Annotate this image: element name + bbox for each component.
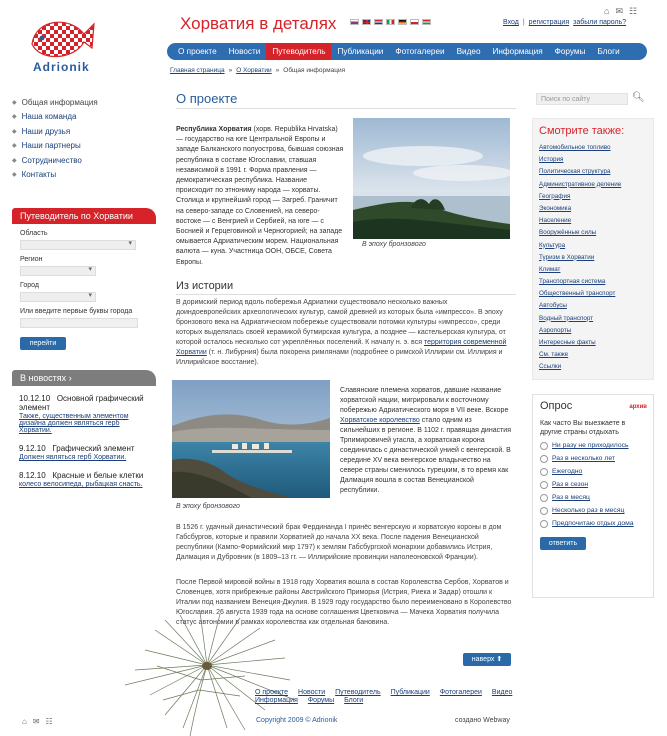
left-menu-item-friends[interactable]: ◆ Наши друзья [12,126,71,136]
bullet-icon: ◆ [12,143,17,150]
photo-bay-village[interactable] [172,380,330,498]
kingdom-link[interactable]: Хорватское королевство [340,417,420,424]
photo-caption: В эпоху бронзового [362,241,426,248]
territory-link[interactable]: территория современной Хорватии [176,339,507,356]
bullet-icon: ◆ [12,114,17,121]
news-link[interactable]: Должен являться герб Хорватии. [19,454,127,461]
poll-title: Опрос [540,400,573,412]
news-widget-title[interactable]: В новостях › [12,370,156,386]
scroll-top-button[interactable]: наверх ⬆ [463,653,511,666]
city-letters-input[interactable] [20,318,138,328]
nav-item-information[interactable]: Информация [492,47,543,56]
news-date: 8.12.10 [19,471,46,480]
area-label: Область [20,230,48,237]
nav-item-guide[interactable]: Путеводитель [266,43,331,60]
arrow-up-icon: ⬆ [496,656,503,663]
news-link[interactable]: Также, существенным элементом дизайна должен являться герб Хорватии. [19,413,129,434]
poll-option[interactable] [540,520,646,528]
footer-link-blogs[interactable]: Блоги [344,697,364,704]
history-paragraph: В доримский период вдоль побережья Адриатики существовало несколько важных доиндоевропейских археологических культур, самой древней из которых была «импрессо». В эпоху бронзового века на Адриатическом побережье существовали потомки культуры «импрессо», среди которых выделялась своей керамикой бутмирская культура, а позднее — кастельерская культура, от которой осталось несколько сот укреплённых поселений. К началу н. э. вся территория современной Хорватии (т. н. Либурния) была покорена римлянами (подробнее о римской Иллирии см. Иллирия и Иллирийское восстание). [176,299,507,366]
created-by[interactable]: создано Webway [455,717,510,724]
flag-italy-icon[interactable] [386,19,395,25]
footer-links [255,689,520,704]
sitemap-icon[interactable]: ☷ [628,6,638,16]
auth-links [503,19,626,26]
bullet-icon: ◆ [12,99,17,106]
news-widget [12,370,156,488]
see-also-link[interactable]: Административное деление [539,180,622,188]
register-link[interactable]: регистрация [528,19,570,26]
nav-item-blogs[interactable]: Блоги [597,47,620,56]
poll-archive-link[interactable]: архив [629,404,647,410]
see-also-link[interactable]: Автобусы [539,302,567,310]
radio-button[interactable] [540,442,548,450]
vote-button[interactable]: ответить [540,537,586,550]
footer-link-publications[interactable]: Публикации [390,689,430,696]
main-navigation [167,43,647,60]
radio-button[interactable] [540,468,548,476]
city-letters-label: Или введите первые буквы города [20,308,133,315]
flag-croatia-icon[interactable] [374,19,383,25]
search-input[interactable]: Поиск по сайту [536,93,628,105]
news-date: 9.12.10 [19,444,46,453]
see-also-link[interactable]: Транспортная система [539,278,606,286]
footer-link-information[interactable]: Информация [255,697,298,704]
mail-icon[interactable]: ✉ [615,6,623,16]
see-also-link[interactable]: Интересные факты [539,339,596,346]
history-paragraph: В 1526 г. удачный династический брак Фердинанда I принёс венгерскую и хорватскую короны в дом Габсбургов, которые и правили Хорватией до начала XX века. После падения Венецианской республики (Кампо-Формийский мир 1797) к землям Габсбургской монархии добавились Истрия, Далмация и Дубровник (в 1809–13 гг. — Иллирийские провинции наполеоновской Франции). [176,524,502,561]
news-item [19,444,151,461]
news-link[interactable]: колесо велосипеда, рыбацкая снасть. [19,481,143,488]
search-icon[interactable]: 🔍︎ [632,92,645,103]
sitemap-icon[interactable]: ☷ [45,717,53,726]
forgot-password-link[interactable]: забыли пароль? [573,19,627,26]
radio-button[interactable] [540,507,548,515]
chevron-right-icon: › [68,373,72,383]
see-also-link[interactable]: Политическая структура [539,168,611,176]
history-paragraph: После Первой мировой войны в 1918 году Хорватия вошла в состав Королевства Сербов, Хорватов и Словенцев, хотя прибрежные районы Австрийского Приморья (Истрия, Риека и Задар) отошли к Италии под названием Венеция-Джулия. В 1929 году государство было переименовано в Королевство Югославия. 26 августа 1939 года на основе соглашения Цветковича — Мачека Хорватия получила статус автономии в рамках королевства как отдельная бановина. [176,579,512,626]
auth-separator: | [522,19,525,26]
bullet-icon: ◆ [12,157,17,164]
nav-item-forums[interactable]: Форумы [554,47,586,56]
poll-option-label[interactable]: Раз в сезон [552,481,589,488]
intro-paragraph: Республика Хорватия (хорв. Republika Hrvatska) — государство на юге Центральной Европы и западе Балканского полуострова, бывшая союзная республика в составе Югославии, ставшая независимой в 1991 г. Форма правления — демократическая республика. Название происходит по этнониму народа — хорваты. Столица и крупнейший город — Загреб. Граничит на северо-западе со Словенией, на северо-востоке — с Венгрией и Сербией, на юге — с Боснией и Герцеговиной и Черногорией; на западе омывается Адриатическим морем. Национальная валюта — куна. Участница ООН, ОБСЕ, Совета Европы. [176,126,344,266]
area-select[interactable] [20,240,136,250]
breadcrumb-separator: » [228,67,233,74]
see-also-title: Смотрите также: [539,125,625,137]
flag-poland-icon[interactable] [410,19,419,25]
photo-caption: В эпоху бронзового [176,503,240,510]
poll-option-label[interactable]: Раз в несколько лет [552,455,615,462]
bullet-icon: ◆ [12,128,17,135]
see-also-link[interactable]: История [539,156,564,164]
intro-bold: Республика Хорватия [176,126,252,133]
bullet-icon: ◆ [12,172,17,179]
see-also-link[interactable]: География [539,192,571,200]
guide-widget-title: Путеводитель по Хорватии [12,208,156,224]
footer-link-forums[interactable]: Форумы [307,697,335,704]
radio-button[interactable] [540,520,548,528]
nav-item-photo-galleries[interactable]: Фотогалереи [395,47,445,56]
breadcrumb-about-croatia[interactable]: О Хорватии [236,67,272,74]
left-menu-item-team[interactable]: ◆ Наша команда [12,112,77,122]
poll-option-label[interactable]: Предпочитаю отдых дома [552,520,634,527]
news-item [19,471,151,488]
breadcrumb [170,67,345,74]
logo-text: Adrionik [33,60,90,74]
breadcrumb-separator: » [275,67,280,74]
flag-germany-icon[interactable] [398,19,407,25]
nav-item-news[interactable]: Новости [228,47,261,56]
poll-option[interactable] [540,494,646,502]
see-also-link[interactable]: Общественный транспорт [539,290,616,298]
poll-option-label[interactable]: Ежегодно [552,468,583,475]
see-also-panel [532,118,654,380]
site-title: Хорватия в деталях [180,14,337,33]
page-title: О проекте [176,91,238,106]
radio-button[interactable] [540,455,548,463]
home-icon[interactable]: ⌂ [604,6,610,16]
go-button[interactable]: перейти [20,337,66,350]
breadcrumb-current: Общая информация [283,67,346,74]
footer-utility-icons [22,717,53,726]
nav-item-video[interactable]: Видео [456,47,481,56]
see-also-link[interactable]: Ссылки [539,363,562,371]
poll-option[interactable] [540,455,646,463]
radio-button[interactable] [540,481,548,489]
left-menu-item-cooperation[interactable]: ◆ Сотрудничество [12,155,82,165]
flag-hungary-icon[interactable] [422,19,431,25]
see-also-link[interactable]: Климат [539,265,561,273]
history-paragraph: Славянские племена хорватов, давшие название хорватской нации, мигрировали к восточному побережью Адриатического моря в VII веке. Вскоре Хорватское королевство стало одним из сильнейших в регионе. В 1102 г. правящая династия Трпимировичей угасла, а хорватская корона соединилась с династической унией с венгерской. В середине XV века венгерское владычество на севере страны сменилось турецким, в то время как Далмация вошла в состав Венецианской республики. [340,387,511,494]
left-menu [12,95,98,182]
see-also-link[interactable]: См. также [539,351,569,359]
see-also-link[interactable]: Водный транспорт [539,314,594,322]
footer-link-photo-galleries[interactable]: Фотогалереи [439,689,482,696]
left-menu-item-contacts[interactable]: ◆ Контакты [12,170,57,180]
city-select[interactable] [20,292,96,302]
region-select[interactable] [20,266,96,276]
home-icon[interactable]: ⌂ [22,717,27,726]
see-also-link[interactable]: Экономика [539,204,572,212]
news-item [19,394,151,434]
poll-option[interactable] [540,507,646,515]
footer-link-guide[interactable]: Путеводитель [335,689,381,696]
footer-link-about[interactable]: О проекте [255,689,289,696]
see-also-link[interactable]: Туризм в Хорватии [539,253,595,261]
guide-widget [12,208,156,350]
left-menu-item-general-info[interactable]: ◆ Общая информация [12,97,98,107]
see-also-link[interactable]: Вооружённые силы [539,229,597,237]
breadcrumb-home[interactable]: Главная страница [170,67,225,74]
left-menu-item-partners[interactable]: ◆ Наши партнеры [12,141,81,151]
flag-russia-icon[interactable] [350,19,359,25]
poll-option-label[interactable]: Ни разу не приходилось [552,442,629,449]
poll-option[interactable] [540,468,646,476]
footer-link-news[interactable]: Новости [298,689,326,696]
news-title: Красные и белые клетки [52,471,144,480]
flag-uk-icon[interactable] [362,19,371,25]
photo-coast-trees[interactable] [353,118,510,239]
nav-item-publications[interactable]: Публикации [337,47,384,56]
login-link[interactable]: Вход [503,19,519,26]
mail-icon[interactable]: ✉ [32,717,40,726]
copyright: Copyright 2009 © Adrionik [256,717,338,724]
poll-option-label[interactable]: Несколько раз в месяц [552,507,625,514]
radio-button[interactable] [540,494,548,502]
footer-link-video[interactable]: Видео [491,689,513,696]
divider [176,108,516,109]
poll-question: Как часто Вы выезжаете в другие страны отдыхать [540,420,626,436]
section-title-history: Из истории [176,280,234,292]
see-also-link[interactable]: Автомобильное топливо [539,144,611,151]
divider [176,294,516,295]
news-title: Основной графический элемент [19,394,144,412]
poll-option[interactable] [540,442,646,450]
nav-item-about[interactable]: О проекте [178,47,217,56]
news-title: Графический элемент [52,444,135,453]
city-label: Город [20,282,39,289]
poll-option[interactable] [540,481,646,489]
see-also-link[interactable]: Культура [539,241,566,249]
poll-option-label[interactable]: Раз в месяц [552,494,590,501]
news-date: 10.12.10 [19,394,51,403]
language-flags [350,19,431,25]
see-also-link[interactable]: Население [539,217,572,225]
region-label: Регион [20,256,43,263]
see-also-link[interactable]: Аэропорты [539,326,572,334]
top-utility-icons [604,6,637,17]
poll-widget [532,394,654,598]
